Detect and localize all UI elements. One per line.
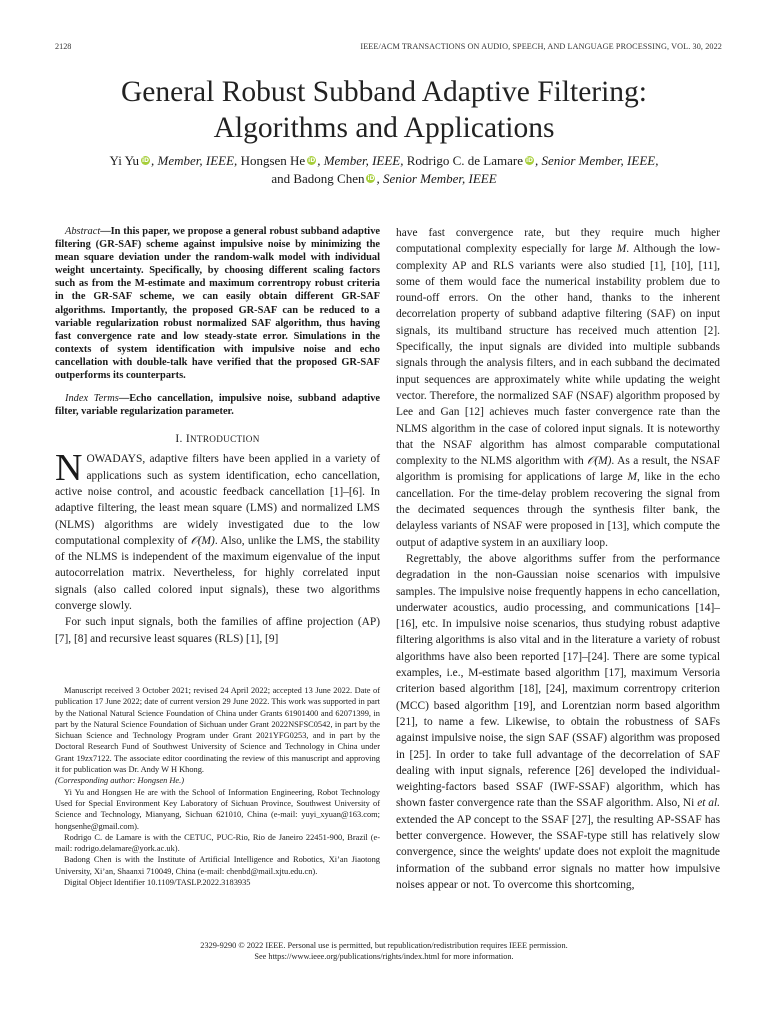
author-membership: , Senior Member, IEEE: [376, 170, 497, 186]
author-name: and Badong Chen: [271, 170, 365, 186]
intro-paragraph-1: NOWADAYS, adaptive filters have been applied in a variety of applications such as system identification, echo cancellation, active noise control, and acoustic feedback cancellation [1]–[6]. In adaptive filtering, the least mean square (LMS) and normalized LMS (NLMS) algorithms are widely investigated due to the low computational complexity of 𝒪(M). Also, unlike the LMS, the stability of the NLMS is independent of the maximum eigenvalue of the input autocorrelation matrix. Nevertheless, for highly correlated input signals (also called colored input signals), these two algorithms converge slowly.: [55, 447, 380, 612]
title-line-1: General Robust Subband Adaptive Filtering:: [120, 76, 648, 108]
running-header: [55, 42, 722, 56]
footnote-affiliation-3: Badong Chen is with the Institute of Artificial Intelligence and Robotics, Xi’an Jiaotong University, Xi’an, Shaanxi 710049, China (e-mail: chenbd@mail.xjtu.edu.cn).: [55, 855, 380, 876]
left-column: [55, 225, 380, 647]
author-name: Hongsen He: [240, 153, 306, 168]
rights-link-line: See https://www.ieee.org/publications/rights/index.html for more information.: [254, 952, 514, 961]
right-paragraph-1: have fast convergence rate, but they require much higher computational complexity especially for large M. Although the low-complexity AP and RLS variants were also studied [1], [10], [11], some of them would face the numerical instability problem due to round-off errors. On the other hand, thanks to the inherent decorrelation property of subband adaptive filtering (SAF) on input signals, its multiband structure has received much attention [2]. Specifically, the input signals are divided into multiple subbands signals through the analysis filters, and in each subband the decimated input sequences are approximately white while updating the weight vector. Therefore, the normalized SAF (NSAF) algorithm proposed by Lee and Gan [12] achieves much faster convergence rate than the NLMS algorithm in the case of colored input signals. It is noteworthy that the NSAF algorithm has almost comparable computational complexity to the NLMS algorithm with 𝒪(M). As a result, the NSAF algorithm is promising for applications of large M, like in the echo cancellation. For the time-delay problem recovering the signal from the decimated sequences through the synthesis filter bank, the delayless variants of NSAF were proposed in [13], which compute the output of adaptive system in an auxiliary loop.: [396, 227, 720, 549]
footnote-manuscript: Manuscript received 3 October 2021; revised 24 April 2022; accepted 13 June 2022. Date of publication 17 June 2022; date of current version 29 June 2022. This work was supported in part by the National Natural Science Foundation of China under Grants 61901400 and 62071399, in part by the Natural Science Foundation of Sichuan under Grant 2022NSFSC0542, in part by the Sichuan Science and Technology Program under Grant 2021YFG0253, and in part by the Doctoral Research Fund of Southwest University of Science and Technology in China under Grant 19zx7122. The associate editor coordinating the review of this manuscript and approving it for publication was Dr. Andy W H Khong. (Corresponding author: Hongsen He.): [55, 686, 380, 786]
orcid-icon[interactable]: iD: [142, 157, 150, 164]
abstract-label: Abstract: [65, 226, 101, 237]
orcid-icon[interactable]: iD: [308, 157, 316, 164]
title-line-2: Algorithms and Applications: [213, 112, 555, 144]
index-terms: [55, 392, 380, 418]
right-column: [396, 225, 720, 893]
page-number: 2128: [55, 42, 72, 51]
author-membership: , Member, IEEE,: [151, 153, 238, 168]
footnotes: [55, 685, 380, 888]
paper-title: [40, 74, 728, 146]
footnote-affiliation-1: Yi Yu and Hongsen He are with the School of Information Engineering, Robot Technology Used for Special Environment Key Laboratory of Sichuan Province, Southwest University of Science and Technology, Mianyang, Sichuan 621010, China (e-mail: yuyi_xyuan@163.com; hongsenhe@gmail.com).: [55, 787, 380, 831]
author-name: Yi Yu: [109, 153, 140, 168]
math-complexity: 𝒪(M): [190, 534, 215, 547]
orcid-icon[interactable]: iD: [525, 157, 533, 164]
footnote-doi: Digital Object Identifier 10.1109/TASLP.2022.3183935: [64, 878, 251, 888]
copyright-footer: [40, 940, 728, 962]
first-word: OWADAYS,: [86, 453, 146, 466]
author-membership: , Senior Member, IEEE,: [534, 153, 659, 168]
drop-cap: N: [55, 447, 83, 490]
footnote-affiliation-2: Rodrigo C. de Lamare is with the CETUC, PUC-Rio, Rio de Janeiro 22451-900, Brazil (e-mail: rodrigo.delamare@york.ac.uk).: [55, 832, 380, 854]
corresponding-author: (Corresponding author: Hongsen He.): [55, 776, 185, 786]
orcid-icon[interactable]: iD: [367, 174, 375, 182]
index-terms-text: —Echo cancellation, impulsive noise, subband adaptive filter, variable regularization parameter.: [55, 393, 380, 418]
abstract-text: —In this paper, we propose a general robust subband adaptive filtering (GR-SAF) scheme against impulsive noise by minimizing the mean square deviation under the random-walk model with individual weight uncertainty. Specifically, by choosing different scaling factors such as from the M-estimate and maximum correntropy robust criteria in the GR-SAF scheme, we can easily obtain different GR-SAF algorithms. Importantly, the proposed GR-SAF can be reduced to a variable regularization robust normalized SAF algorithm, thus having fast convergence rate and low steady-state error. Simulations in the contexts of system identification with impulsive noise and echo cancellation with double-talk have verified that the proposed GR-SAF outperforms its counterparts.: [55, 226, 380, 382]
author-line-1: [40, 152, 728, 170]
section-heading-introduction: I. INTRODUCTION: [175, 433, 260, 446]
intro-paragraph-2: For such input signals, both the families of affine projection (AP) [7], [8] and recursive least squares (RLS) [1], [9]: [55, 616, 380, 645]
journal-name: IEEE/ACM TRANSACTIONS ON AUDIO, SPEECH, AND LANGUAGE PROCESSING, VOL. 30, 2022: [360, 42, 722, 51]
author-line-2: [40, 170, 728, 188]
abstract: [55, 225, 380, 382]
right-paragraph-2: Regrettably, the above algorithms suffer from the performance degradation in the non-Gaussian noise scenarios with impulsive samples. The impulsive noise frequently happens in echo cancellation, underwater acoustics, audio processing, and communications [14]–[16], etc. In impulsive noise scenarios, thus studying robust adaptive filtering algorithms is also vital and in the literature a variety of robust algorithms have also been reported [17]–[24]. There are some typical examples, i.e., M-estimate based algorithm [17], maximum Versoria criterion based algorithm [18], [24], maximum correntropy criterion (MCC) based algorithm [19], and Lorentzian norm based algorithm [21], to name a few. Likewise, to obtain the robustness of SAFs against impulsive noise, the sign SAF (SSAF) algorithm was proposed in [25]. In order to take full advantage of the decorrelation of SAF dealing with input signals, reference [26] developed the individual-weighting-factors based SSAF (IWF-SSAF) algorithm, which has shown faster convergence rate than the SSAF algorithm. Also, Ni et al. extended the AP concept to the SSAF [27], the resulting AP-SSAF has better convergence. However, the SSAF-type still has relatively slow convergence, since the weights' update does not exploit the magnitude information of the subband error signals no matter how impulsive noises appear or not. To overcome this shortcoming,: [396, 552, 721, 891]
author-list: [40, 152, 728, 187]
author-name: Rodrigo C. de Lamare: [406, 153, 523, 168]
copyright-line: 2329-9290 © 2022 IEEE. Personal use is permitted, but republication/redistribution requires IEEE permission.: [200, 941, 568, 950]
author-membership: , Member, IEEE,: [317, 153, 404, 168]
index-terms-label: Index Terms: [65, 393, 119, 405]
